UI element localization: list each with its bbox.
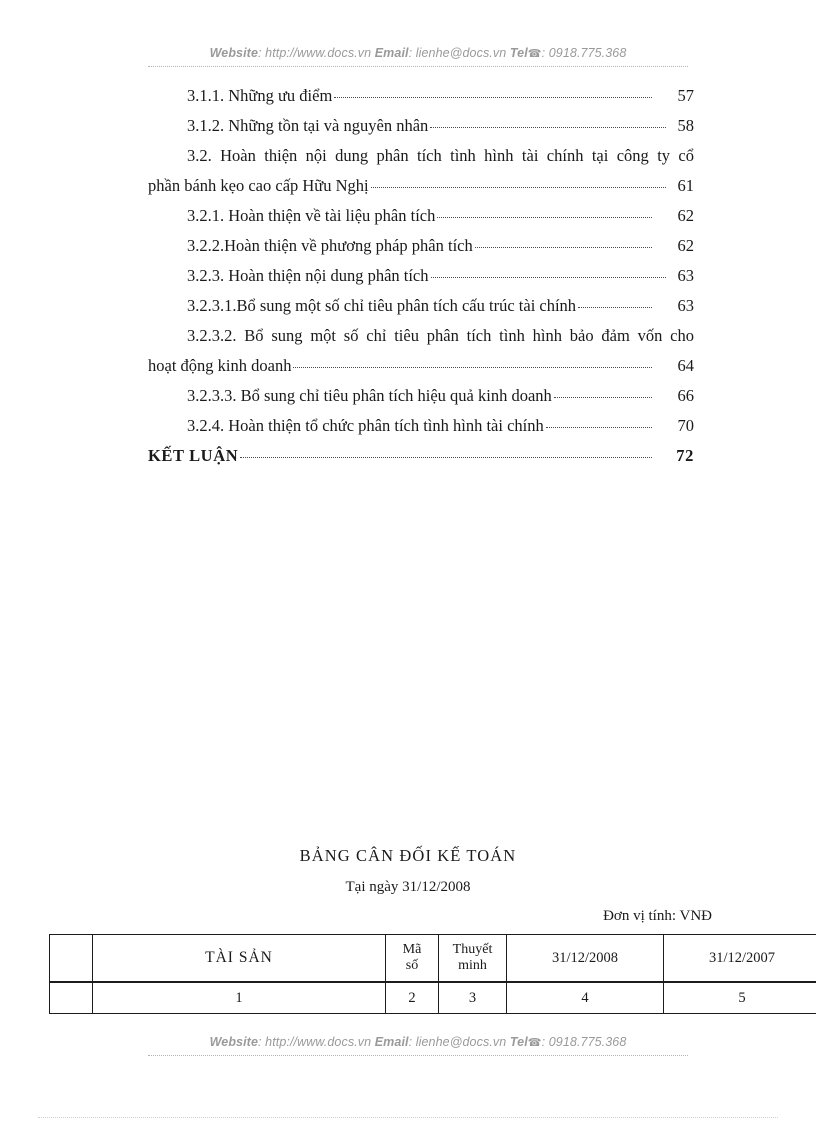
table-column-number: 1 bbox=[93, 982, 386, 1014]
table-column-number-row bbox=[50, 982, 816, 1014]
toc-entry[interactable] bbox=[148, 326, 694, 356]
toc-entry-label: 3.2.1. Hoàn thiện về tài liệu phân tích bbox=[187, 206, 436, 225]
toc-entry-page: 61 bbox=[677, 176, 694, 195]
toc-entry-label: 3.2.2.Hoàn thiện về phương pháp phân tích bbox=[187, 236, 473, 255]
toc-dot-leader bbox=[334, 87, 652, 98]
toc-entry-page: 70 bbox=[677, 416, 694, 435]
page-bottom-edge bbox=[38, 1117, 778, 1118]
footer-email-value: : lienhe@docs.vn bbox=[408, 1035, 507, 1049]
toc-entry[interactable] bbox=[148, 116, 694, 146]
table-of-contents bbox=[148, 86, 694, 476]
toc-entry[interactable] bbox=[148, 146, 694, 176]
toc-entry[interactable] bbox=[148, 266, 694, 296]
footer-tel-value: : 0918.775.368 bbox=[541, 1035, 627, 1049]
balance-sheet-unit: Đơn vị tính: VNĐ bbox=[603, 908, 712, 924]
toc-dot-leader bbox=[437, 207, 652, 218]
footer-email-label: Email bbox=[374, 1035, 409, 1049]
toc-entry[interactable] bbox=[148, 206, 694, 236]
toc-entry[interactable] bbox=[148, 416, 694, 446]
toc-entry-page: 63 bbox=[677, 266, 694, 285]
phone-icon: ☎ bbox=[527, 1037, 542, 1049]
header-website-value: : http://www.docs.vn bbox=[258, 46, 372, 60]
toc-entry-page: 58 bbox=[677, 116, 694, 135]
table-column-number-blank bbox=[50, 982, 93, 1014]
table-header-cell-date-2007: 31/12/2007 bbox=[664, 935, 816, 983]
toc-dot-leader bbox=[240, 447, 652, 458]
toc-entry-label: 3.2.4. Hoàn thiện tổ chức phân tích tình hình tài chính bbox=[187, 416, 544, 435]
header-website-label: Website bbox=[209, 46, 258, 60]
footer-tel-label: Tel bbox=[509, 1035, 528, 1049]
toc-entry-label: 3.2.3.3. Bổ sung chỉ tiêu phân tích hiệu quả kinh doanh bbox=[187, 386, 552, 405]
toc-entry-label: phần bánh kẹo cao cấp Hữu Nghị bbox=[148, 176, 369, 195]
toc-entry-page: 66 bbox=[677, 386, 694, 405]
toc-entry-label: 3.2.3.2. Bổ sung một số chỉ tiêu phân tích tình hình bảo đảm vốn cho bbox=[187, 326, 694, 345]
footer-divider bbox=[148, 1055, 688, 1056]
toc-entry-page: 57 bbox=[677, 86, 694, 105]
table-column-number: 2 bbox=[386, 982, 439, 1014]
page-footer bbox=[148, 1035, 688, 1049]
toc-entry-page: 62 bbox=[677, 236, 694, 255]
toc-entry-label: KẾT LUẬN bbox=[148, 446, 239, 465]
table-header-cell-code bbox=[386, 935, 439, 983]
table-header-note-line2: minh bbox=[458, 958, 487, 973]
toc-entry-label: 3.2. Hoàn thiện nội dung phân tích tình hình tài chính tại công ty cổ bbox=[187, 146, 694, 165]
toc-dot-leader bbox=[371, 177, 666, 188]
toc-dot-leader bbox=[430, 117, 666, 128]
balance-sheet-date: Tại ngày 31/12/2008 bbox=[345, 879, 471, 895]
toc-entry-page: 72 bbox=[676, 446, 694, 465]
toc-entry-page: 62 bbox=[677, 206, 694, 225]
header-email-value: : lienhe@docs.vn bbox=[408, 46, 507, 60]
table-header-cell-blank bbox=[50, 935, 93, 983]
table-column-number: 4 bbox=[507, 982, 664, 1014]
toc-entry-label: 3.1.1. Những ưu điểm bbox=[187, 86, 333, 105]
toc-dot-leader bbox=[475, 237, 652, 248]
toc-entry-label: 3.1.2. Những tồn tại và nguyên nhân bbox=[187, 116, 429, 135]
table-header-cell-asset: TÀI SẢN bbox=[93, 935, 386, 983]
footer-website-label: Website bbox=[209, 1035, 258, 1049]
table-header-code-line1: Mã bbox=[402, 942, 422, 958]
header-divider bbox=[148, 66, 688, 67]
header-tel-value: : 0918.775.368 bbox=[541, 46, 627, 60]
table-header-code-line2: số bbox=[405, 958, 419, 973]
toc-entry-page: 64 bbox=[677, 356, 694, 375]
header-tel-label: Tel bbox=[509, 46, 528, 60]
toc-dot-leader bbox=[554, 387, 652, 398]
toc-entry[interactable] bbox=[148, 386, 694, 416]
table-header-cell-date-2008: 31/12/2008 bbox=[507, 935, 664, 983]
toc-entry-page: 63 bbox=[677, 296, 694, 315]
toc-dot-leader bbox=[578, 297, 652, 308]
toc-dot-leader bbox=[293, 357, 652, 368]
balance-sheet-table bbox=[49, 934, 816, 1014]
table-column-number: 5 bbox=[664, 982, 816, 1014]
toc-entry-conclusion[interactable] bbox=[148, 446, 694, 476]
toc-entry[interactable] bbox=[148, 296, 694, 326]
toc-entry-label: 3.2.3.1.Bổ sung một số chỉ tiêu phân tích cấu trúc tài chính bbox=[187, 296, 577, 315]
table-header-cell-note bbox=[439, 935, 507, 983]
toc-entry[interactable] bbox=[148, 86, 694, 116]
toc-entry[interactable] bbox=[148, 236, 694, 266]
toc-entry[interactable] bbox=[148, 356, 694, 386]
footer-website-value: : http://www.docs.vn bbox=[258, 1035, 372, 1049]
table-header-note-line1: Thuyết bbox=[452, 942, 493, 958]
table-header-row bbox=[50, 935, 816, 983]
toc-dot-leader bbox=[546, 417, 652, 428]
toc-entry-label: hoạt động kinh doanh bbox=[148, 356, 292, 375]
header-email-label: Email bbox=[374, 46, 409, 60]
toc-entry-label: 3.2.3. Hoàn thiện nội dung phân tích bbox=[187, 266, 429, 285]
balance-sheet-title: BẢNG CÂN ĐỐI KẾ TOÁN bbox=[299, 846, 517, 865]
toc-entry[interactable] bbox=[148, 176, 694, 206]
toc-dot-leader bbox=[431, 267, 666, 278]
phone-icon: ☎ bbox=[527, 48, 542, 60]
page-header bbox=[148, 46, 688, 60]
table-column-number: 3 bbox=[439, 982, 507, 1014]
